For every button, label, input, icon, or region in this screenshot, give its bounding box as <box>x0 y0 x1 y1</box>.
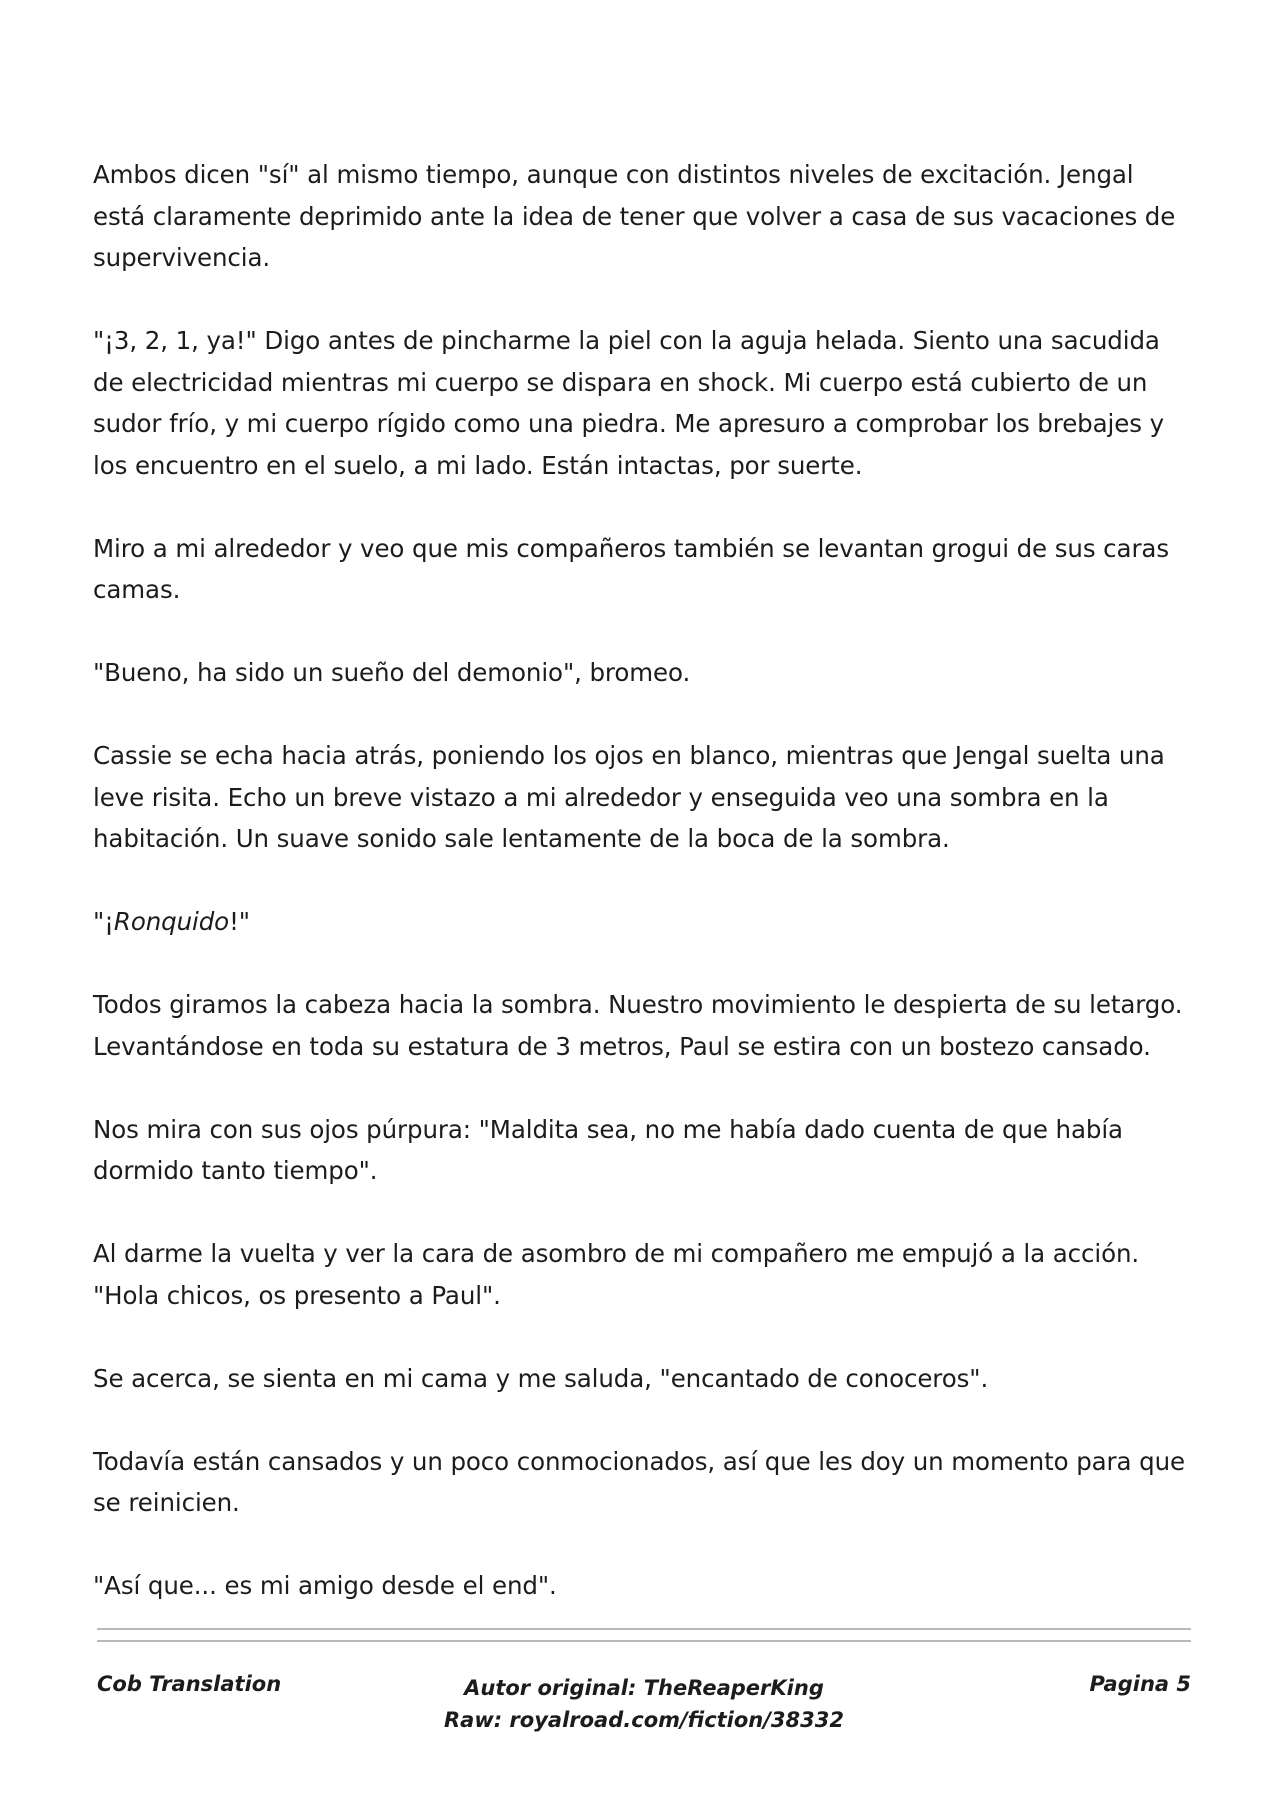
paragraph-9: Al darme la vuelta y ver la cara de asombro de mi compañero me empujó a la acción. "Hola chicos, os presento a Paul". <box>93 1239 1140 1310</box>
body-text <box>93 154 1193 1648</box>
paragraph-3: Miro a mi alrededor y veo que mis compañeros también se levantan grogui de sus caras camas. <box>93 533 1170 604</box>
footer-author: Autor original: TheReaperKing <box>464 1676 824 1700</box>
paragraph-2: "¡3, 2, 1, ya!" Digo antes de pincharme la piel con la aguja helada. Siento una sacudida de electricidad mientras mi cuerpo se dispara en shock. Mi cuerpo está cubierto de un sudor frío, y mi cuerpo rígido como una piedra. Me apresuro a comprobar los brebajes y los encuentro en el suelo, a mi lado. Están intactas, por suerte. <box>93 326 1164 480</box>
paragraph-7: Todos giramos la cabeza hacia la sombra. Nuestro movimiento le despierta de su letargo. Levantándose en toda su estatura de 3 metros, Paul se estira con un bostezo cansado. <box>93 990 1183 1061</box>
paragraph-12: "Así que... es mi amigo desde el end". <box>93 1571 557 1600</box>
paragraph-6-prefix: "¡ <box>93 907 114 936</box>
paragraph-4: "Bueno, ha sido un sueño del demonio", bromeo. <box>93 658 691 687</box>
footer-divider-bottom <box>97 1640 1191 1642</box>
footer-translator: Cob Translation <box>97 1672 282 1696</box>
paragraph-5: Cassie se echa hacia atrás, poniendo los ojos en blanco, mientras que Jengal suelta una leve risita. Echo un breve vistazo a mi alrededor y enseguida veo una sombra en la habitación. Un suave sonido sale lentamente de la boca de la sombra. <box>93 741 1165 853</box>
paragraph-8: Nos mira con sus ojos púrpura: "Maldita sea, no me había dado cuenta de que había dormido tanto tiempo". <box>93 1114 1123 1185</box>
paragraph-10: Se acerca, se sienta en mi cama y me saluda, "encantado de conoceros". <box>93 1363 989 1393</box>
paragraph-6-italic: Ronquido <box>113 907 230 936</box>
page-footer <box>97 1672 1191 1752</box>
paragraph-11: Todavía están cansados y un poco conmocionados, así que les doy un momento para que se reinicien. <box>93 1446 1185 1517</box>
footer-page-number: Pagina 5 <box>1089 1672 1191 1696</box>
paragraph-6-suffix: !" <box>229 907 250 936</box>
footer-divider-top <box>97 1628 1191 1630</box>
paragraph-6 <box>93 901 1193 943</box>
paragraph-1: Ambos dicen "sí" al mismo tiempo, aunque con distintos niveles de excitación. Jengal está claramente deprimido ante la idea de tener que volver a casa de sus vacaciones de supervivencia. <box>93 160 1176 272</box>
footer-source: Raw: royalroad.com/fiction/38332 <box>443 1708 844 1732</box>
footer-credits <box>97 1672 1191 1736</box>
